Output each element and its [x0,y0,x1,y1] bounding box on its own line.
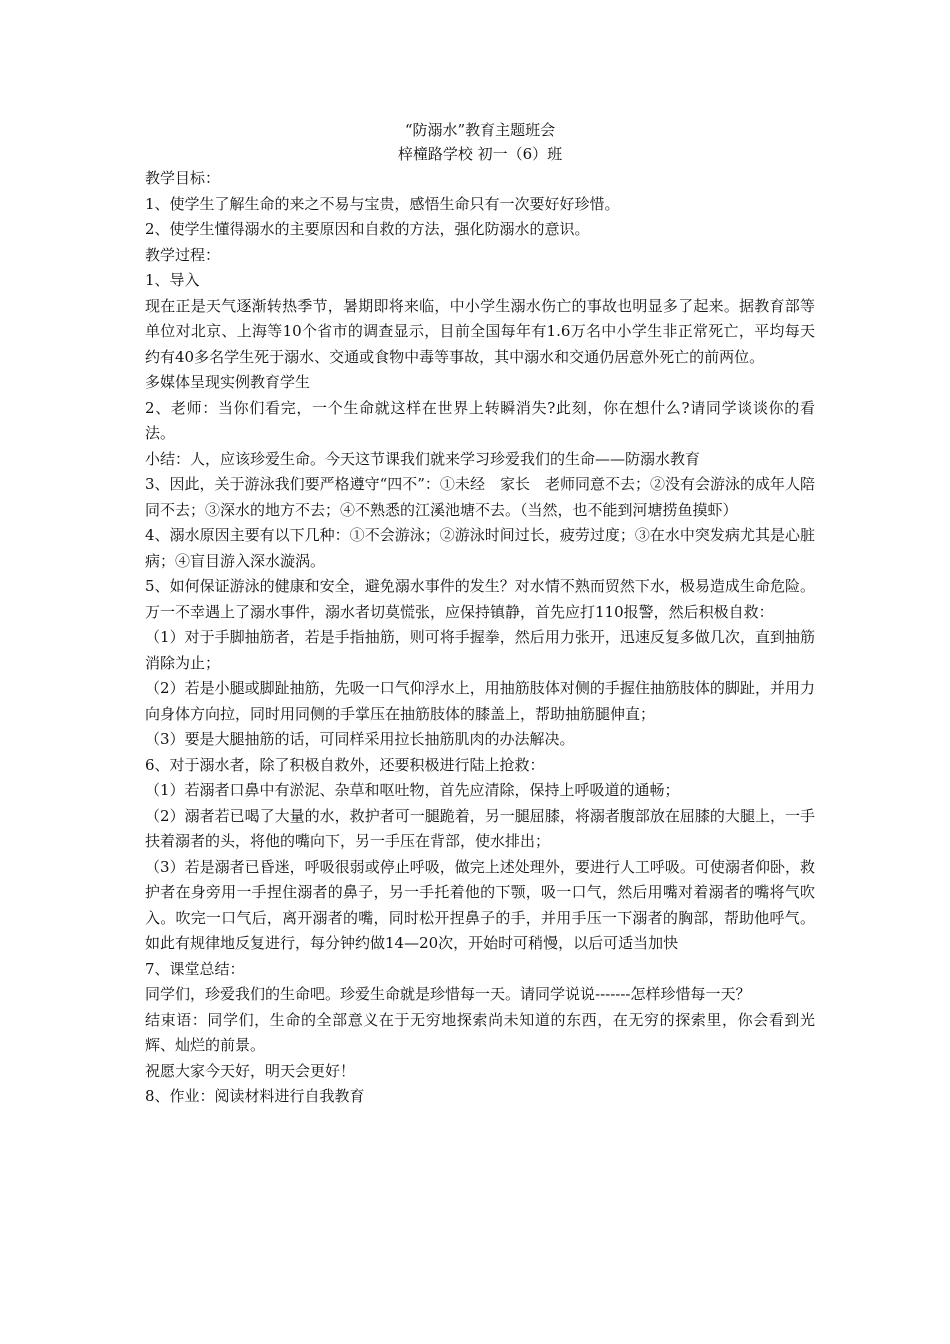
paragraph: 7、课堂总结： [145,959,245,978]
paragraph: 1、使学生了解生命的来之不易与宝贵，感悟生命只有一次要好好珍惜。 [145,194,620,213]
document-body [145,166,815,1110]
paragraph: 5、如何保证游泳的健康和安全，避免溺水事件的发生？对水情不熟而贸然下水，极易造成生命危险。万一不幸遇上了溺水事件，溺水者切莫慌张，应保持镇静，首先应打110报警，然后积极自救： [145,577,815,621]
paragraph: 2、使学生懂得溺水的主要原因和自救的方法，强化防溺水的意识。 [145,220,590,238]
paragraph: 8、作业：阅读材料进行自我教育 [145,1087,365,1105]
paragraph: （1）对于手脚抽筋者，若是手指抽筋，则可将手握拳，然后用力张开，迅速反复多做几次，直到抽筋消除为止； [145,628,815,672]
document-title: “防溺水”教育主题班会 [404,121,556,139]
paragraph: （3）若是溺者已昏迷，呼吸很弱或停止呼吸，做完上述处理外，要进行人工呼吸。可使溺者仰卧，救护者在身旁用一手捏住溺者的鼻子，另一手托着他的下颚，吸一口气，然后用嘴对着溺者的嘴将气吹入。吹完一口气后，离开溺者的嘴，同时松开捏鼻子的手，并用手压一下溺者的胸部，帮助他呼气。如此有规律地反复进行，每分钟约做14—20次，开始时可稍慢，以后可适当加快 [145,857,815,952]
paragraph: 现在正是天气逐渐转热季节，暑期即将来临，中小学生溺水伤亡的事故也明显多了起来。据教育部等单位对北京、上海等10个省市的调查显示，目前全国每年有1.6万名中小学生非正常死亡，平均每天约有40多名学生死于溺水、交通或食物中毒等事故，其中溺水和交通仍居意外死亡的前两位。 [145,296,815,366]
paragraph: （1）若溺者口鼻中有淤泥、杂草和呕吐物，首先应清除，保持上呼吸道的通畅； [145,781,680,799]
paragraph: （3）要是大腿抽筋的话，可同样采用拉长抽筋肌肉的办法解决。 [145,730,575,748]
paragraph: 6、对于溺水者，除了积极自救外，还要积极进行陆上抢救： [145,755,545,774]
paragraph: 2、老师：当你们看完，一个生命就这样在世界上转瞬消失?此刻，你在想什么?请同学谈谈你的看法。 [145,398,815,442]
paragraph: （2）溺者若已喝了大量的水，救护者可一腿跪着，另一腿屈膝，将溺者腹部放在屈膝的大腿上，一手扶着溺者的头，将他的嘴向下，另一手压在背部，使水排出； [145,806,815,850]
paragraph: 同学们，珍爱我们的生命吧。珍爱生命就是珍惜每一天。请同学说说-------怎样珍惜每一天？ [145,985,751,1003]
document-page [145,118,815,1110]
paragraph: 结束语：同学们，生命的全部意义在于无穷地探索尚未知道的东西，在无穷的探索里，你会看到光辉、灿烂的前景。 [145,1010,815,1054]
paragraph: 3、因此，关于游泳我们要严格遵守“四不”：①未经 家长 老师同意不去；②没有会游泳的成年人陪同不去；③深水的地方不去；④不熟悉的江溪池塘不去。（当然，也不能到河塘捞鱼摸虾） [145,475,815,519]
paragraph: 教学过程： [145,245,221,264]
document-subtitle: 梓橦路学校 初一（6）班 [397,145,563,163]
paragraph: 4、溺水原因主要有以下几种：①不会游泳；②游泳时间过长，疲劳过度；③在水中突发病尤其是心脏病；④盲目游入深水漩涡。 [145,526,815,570]
paragraph: 1、导入 [145,271,200,289]
paragraph: 小结：人，应该珍爱生命。今天这节课我们就来学习珍爱我们的生命——防溺水教育 [145,449,701,468]
paragraph: （2）若是小腿或脚趾抽筋，先吸一口气仰浮水上，用抽筋肢体对侧的手握住抽筋肢体的脚趾，并用力向身体方向拉，同时用同侧的手掌压在抽筋肢体的膝盖上，帮助抽筋腿伸直； [145,679,815,723]
paragraph: 祝愿大家今天好，明天会更好！ [145,1061,356,1080]
paragraph: 多媒体呈现实例教育学生 [145,373,311,391]
paragraph: 教学目标： [145,169,221,187]
